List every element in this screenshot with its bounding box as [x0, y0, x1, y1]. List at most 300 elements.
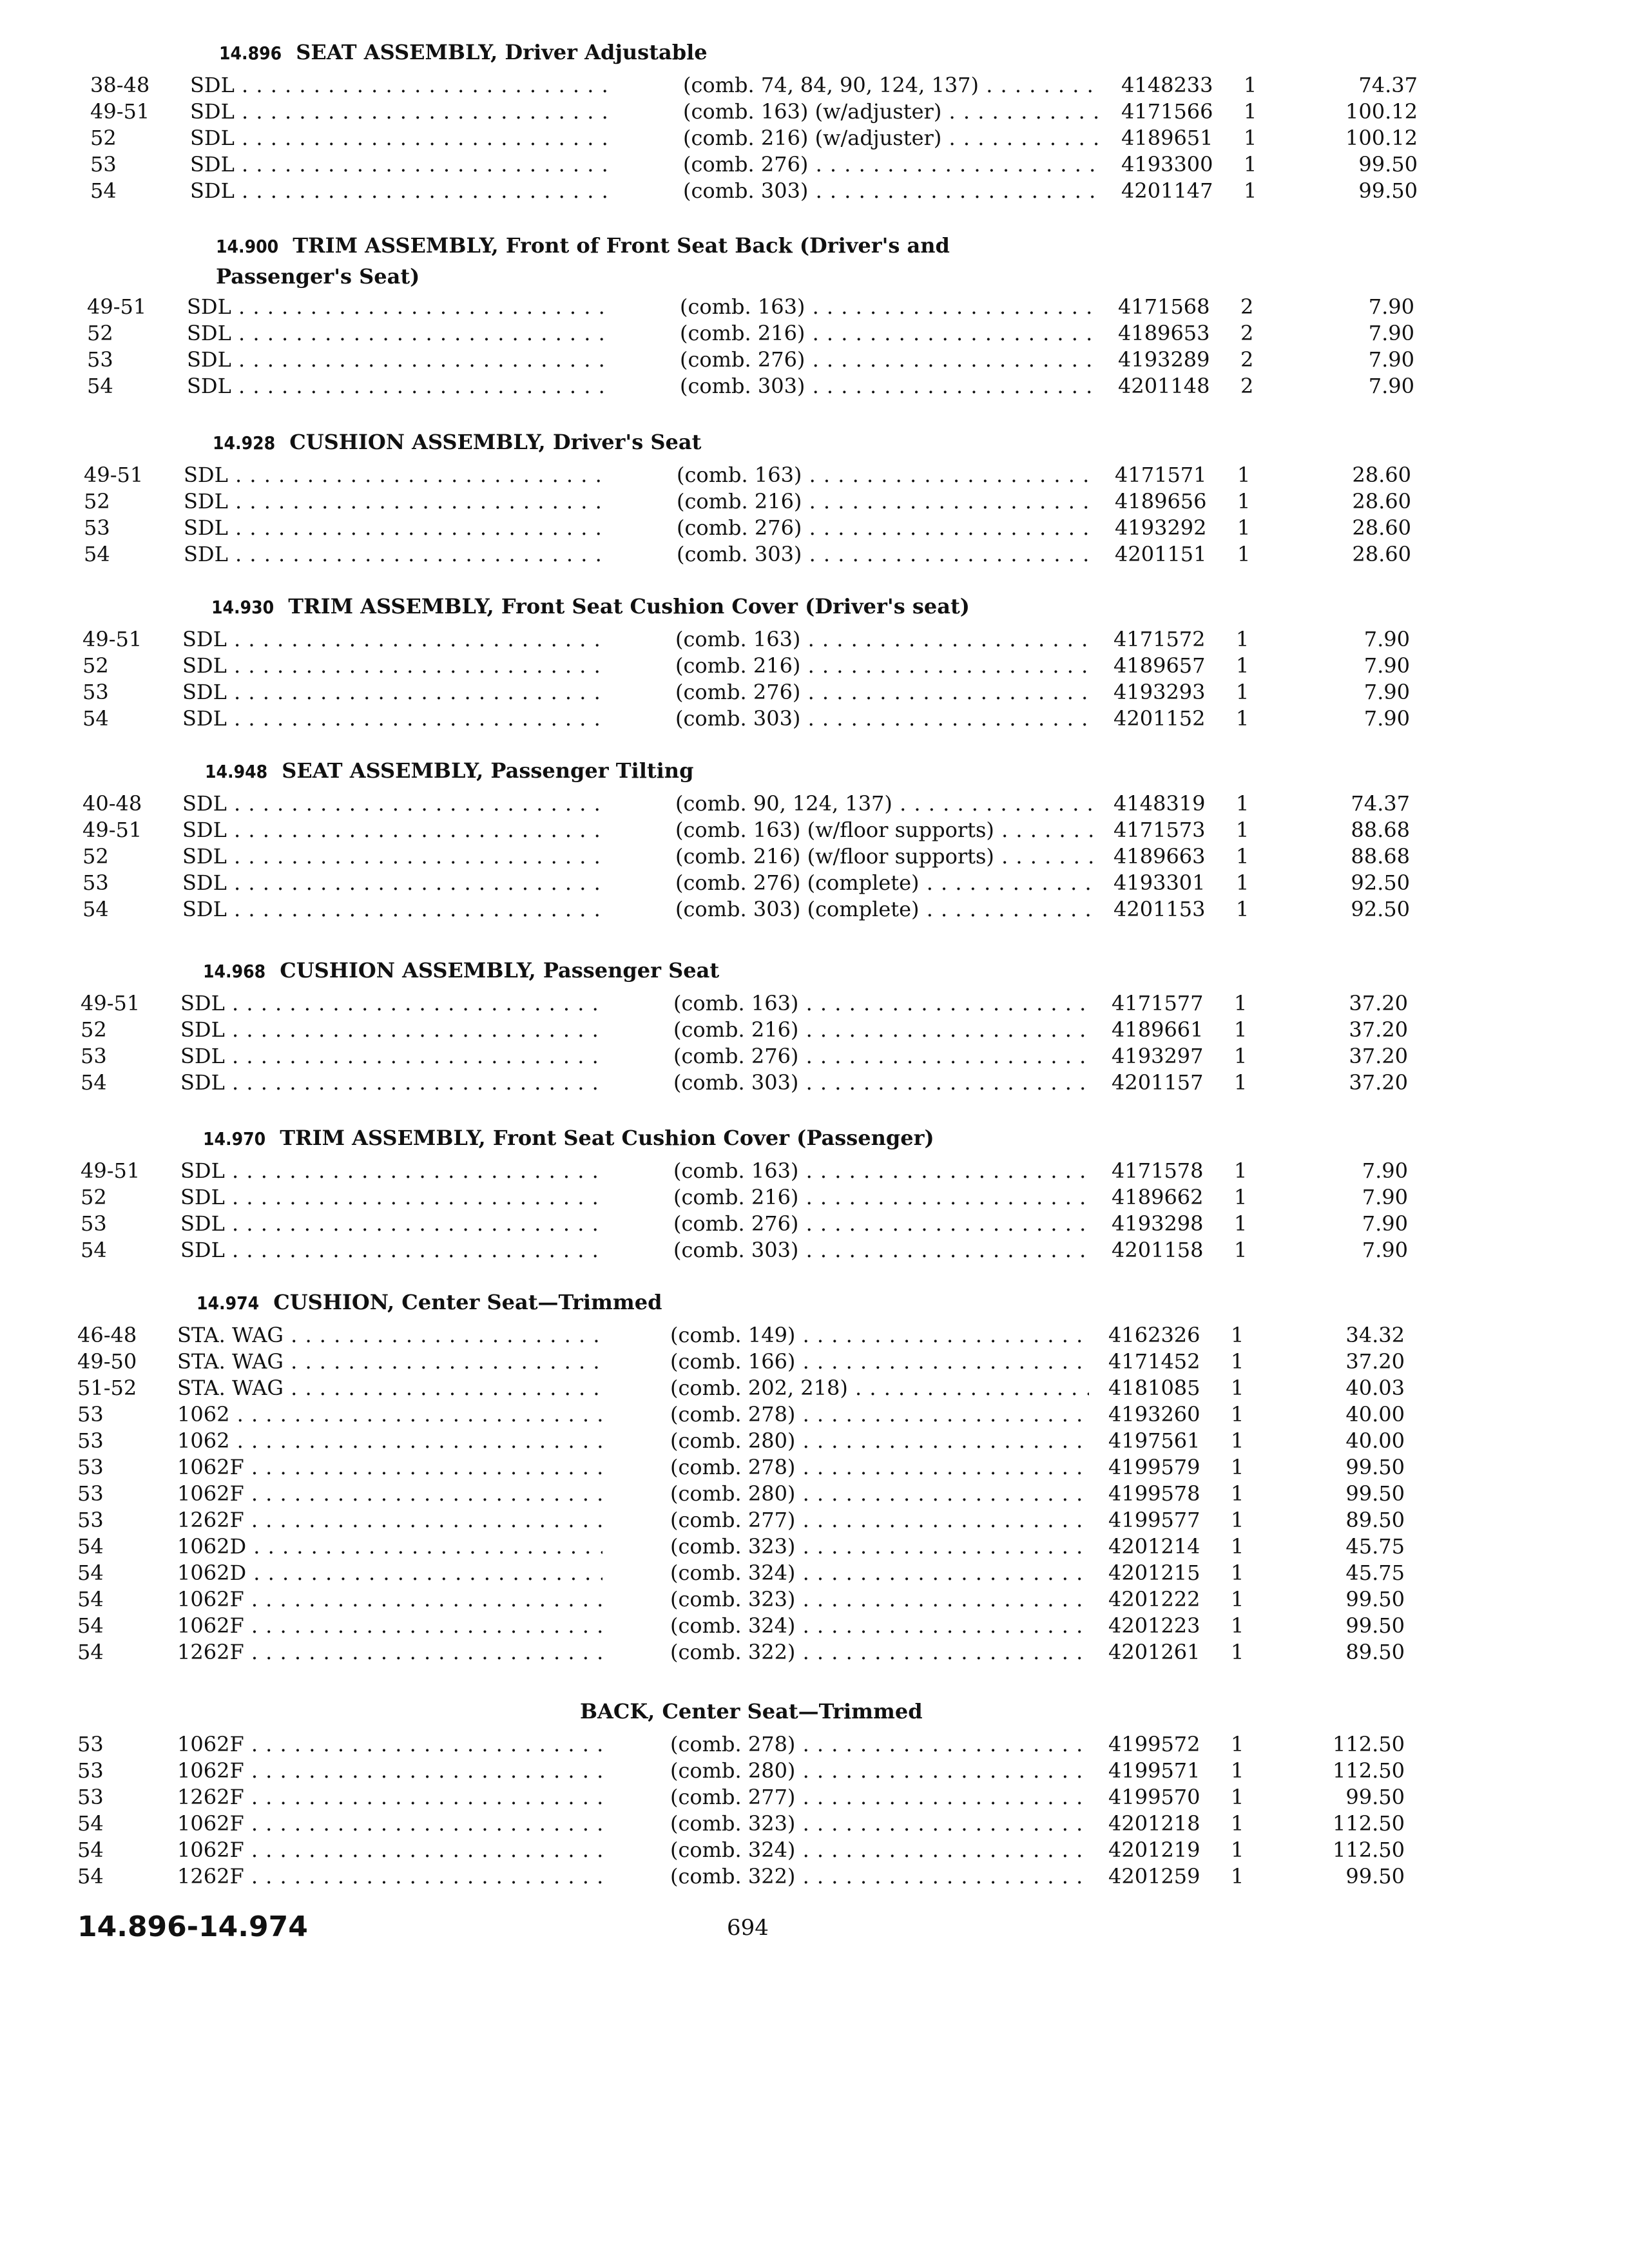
comb-cell: (comb. 216) . . . — [673, 1017, 1092, 1043]
table-row — [77, 1863, 1405, 1889]
model-cell: 1062F . . . — [177, 1758, 602, 1783]
quantity-cell: 1 — [1234, 1238, 1248, 1262]
price-cell: 88.68 — [1351, 818, 1410, 842]
quantity-cell: 1 — [1236, 680, 1249, 704]
model-cell: STA. WAG . . . — [177, 1349, 602, 1374]
comb-cell: (comb. 216) . . . — [677, 488, 1095, 514]
quantity-cell: 1 — [1237, 489, 1251, 514]
year-cell: 54 — [77, 1613, 104, 1638]
table-row — [82, 817, 1410, 843]
year-cell: 51-52 — [77, 1376, 137, 1400]
model-cell: SDL . . . — [187, 320, 612, 346]
part-number-cell: 4189653 — [1118, 321, 1210, 345]
part-number-cell: 4193289 — [1118, 347, 1210, 372]
model-cell: 1062 . . . — [177, 1428, 602, 1454]
price-cell: 40.00 — [1345, 1428, 1405, 1453]
table-row — [77, 1349, 1405, 1374]
comb-cell: (comb. 280) . . . — [670, 1428, 1089, 1454]
part-number-cell: 4201214 — [1108, 1534, 1200, 1559]
quantity-cell: 1 — [1234, 1211, 1248, 1236]
comb-cell: (comb. 324) . . . — [670, 1560, 1089, 1586]
price-cell: 100.12 — [1345, 126, 1418, 150]
part-number-cell: 4193297 — [1112, 1044, 1204, 1068]
model-cell: SDL . . . — [187, 373, 612, 399]
model-cell: SDL . . . — [187, 347, 612, 372]
quantity-cell: 1 — [1236, 870, 1249, 895]
section-title: BACK, Center Seat—Trimmed — [580, 1699, 923, 1724]
table-row — [77, 1481, 1405, 1506]
year-cell: 53 — [90, 152, 117, 177]
table-row — [82, 679, 1410, 705]
year-cell: 53 — [82, 680, 109, 704]
price-cell: 45.75 — [1345, 1534, 1405, 1559]
section-number: 14.896 — [219, 43, 282, 64]
price-cell: 112.50 — [1333, 1838, 1405, 1862]
year-cell: 49-51 — [82, 627, 142, 651]
year-cell: 53 — [77, 1785, 104, 1809]
comb-cell: (comb. 163) . . . — [673, 990, 1092, 1016]
part-number-cell: 4199579 — [1108, 1455, 1200, 1479]
part-number-cell: 4201147 — [1121, 178, 1213, 203]
part-number-cell: 4201152 — [1113, 706, 1206, 731]
quantity-cell: 1 — [1231, 1508, 1244, 1532]
comb-cell: (comb. 303) . . . — [675, 706, 1094, 731]
quantity-cell: 1 — [1231, 1534, 1244, 1559]
table-row — [87, 373, 1414, 399]
quantity-cell: 1 — [1231, 1376, 1244, 1400]
quantity-cell: 1 — [1231, 1811, 1244, 1836]
table-row — [87, 294, 1414, 320]
price-cell: 7.90 — [1362, 1185, 1408, 1209]
year-cell: 53 — [77, 1428, 104, 1453]
model-cell: SDL . . . — [190, 178, 615, 204]
comb-cell: (comb. 90, 124, 137) . . . — [675, 791, 1094, 816]
part-number-cell: 4171568 — [1118, 294, 1210, 319]
quantity-cell: 1 — [1231, 1758, 1244, 1783]
model-cell: 1262F . . . — [177, 1507, 602, 1533]
comb-cell: (comb. 276) . . . — [673, 1043, 1092, 1069]
table-row — [84, 488, 1411, 514]
year-cell: 53 — [81, 1044, 107, 1068]
model-cell: SDL . . . — [184, 515, 609, 541]
comb-cell: (comb. 303) . . . — [673, 1237, 1092, 1263]
year-cell: 53 — [77, 1402, 104, 1427]
price-cell: 99.50 — [1345, 1864, 1405, 1888]
year-cell: 52 — [81, 1185, 107, 1209]
year-cell: 52 — [84, 489, 110, 514]
price-cell: 28.60 — [1352, 515, 1411, 540]
quantity-cell: 1 — [1231, 1838, 1244, 1862]
model-cell: STA. WAG . . . — [177, 1375, 602, 1401]
table-row — [77, 1586, 1405, 1612]
year-cell: 54 — [77, 1561, 104, 1585]
part-number-cell: 4193292 — [1115, 515, 1207, 540]
table-row — [77, 1507, 1405, 1533]
quantity-cell: 1 — [1244, 126, 1257, 150]
model-cell: SDL . . . — [190, 151, 615, 177]
comb-cell: (comb. 323) . . . — [670, 1811, 1089, 1836]
part-number-cell: 4199578 — [1108, 1481, 1200, 1506]
price-cell: 99.50 — [1345, 1785, 1405, 1809]
part-number-cell: 4201219 — [1108, 1838, 1200, 1862]
section-heading — [77, 1289, 1031, 1320]
table-row — [77, 1428, 1405, 1454]
model-cell: 1062D . . . — [177, 1560, 602, 1586]
part-number-cell: 4199577 — [1108, 1508, 1200, 1532]
table-row — [81, 1017, 1408, 1043]
year-cell: 54 — [77, 1534, 104, 1559]
table-row — [90, 125, 1418, 151]
comb-cell: (comb. 276) . . . — [673, 1211, 1092, 1236]
year-cell: 54 — [77, 1640, 104, 1664]
model-cell: SDL . . . — [182, 817, 608, 843]
section-title: SEAT ASSEMBLY, Driver Adjustable — [296, 40, 708, 64]
part-number-cell: 4189657 — [1113, 653, 1206, 678]
price-cell: 28.60 — [1352, 463, 1411, 487]
quantity-cell: 2 — [1240, 374, 1254, 398]
comb-cell: (comb. 163) . . . — [677, 462, 1095, 488]
section-title: TRIM ASSEMBLY, Front Seat Cushion Cover (Driver's seat) — [288, 594, 970, 619]
table-row — [77, 1375, 1405, 1401]
year-cell: 53 — [87, 347, 113, 372]
model-cell: SDL . . . — [184, 462, 609, 488]
table-row — [81, 1158, 1408, 1184]
table-row — [77, 1758, 1405, 1783]
model-cell: SDL . . . — [180, 990, 606, 1016]
table-row — [84, 541, 1411, 567]
section-heading — [81, 1124, 1034, 1155]
page-range: 14.896-14.974 — [77, 1910, 308, 1943]
year-cell: 54 — [77, 1587, 104, 1611]
price-cell: 40.00 — [1345, 1402, 1405, 1427]
part-number-cell: 4201148 — [1118, 374, 1210, 398]
table-row — [77, 1560, 1405, 1586]
quantity-cell: 1 — [1236, 897, 1249, 921]
comb-cell: (comb. 163) . . . — [675, 626, 1094, 652]
comb-cell: (comb. 149) . . . — [670, 1322, 1089, 1348]
year-cell: 54 — [82, 897, 109, 921]
model-cell: SDL . . . — [187, 294, 612, 320]
price-cell: 89.50 — [1345, 1640, 1405, 1664]
year-cell: 53 — [84, 515, 110, 540]
part-number-cell: 4193301 — [1113, 870, 1206, 895]
part-number-cell: 4201151 — [1115, 542, 1207, 566]
section-heading — [82, 593, 1036, 624]
price-cell: 112.50 — [1333, 1732, 1405, 1756]
table-row — [77, 1613, 1405, 1639]
year-cell: 49-50 — [77, 1349, 137, 1374]
comb-cell: (comb. 216) (w/floor supports) . . . — [675, 843, 1094, 869]
model-cell: 1062F . . . — [177, 1481, 602, 1506]
model-cell: SDL . . . — [182, 679, 608, 705]
section-number: 14.900 — [216, 236, 279, 257]
comb-cell: (comb. 276) . . . — [683, 151, 1102, 177]
model-cell: SDL . . . — [182, 791, 608, 816]
section-number: 14.948 — [205, 761, 268, 782]
part-number-cell: 4201223 — [1108, 1613, 1200, 1638]
table-row — [77, 1784, 1405, 1810]
price-cell: 7.90 — [1362, 1158, 1408, 1183]
model-cell: SDL . . . — [190, 99, 615, 124]
year-cell: 54 — [90, 178, 117, 203]
comb-cell: (comb. 202, 218) . . . — [670, 1375, 1089, 1401]
year-cell: 38-48 — [90, 73, 150, 97]
part-number-cell: 4199572 — [1108, 1732, 1200, 1756]
model-cell: SDL . . . — [180, 1043, 606, 1069]
table-row — [77, 1454, 1405, 1480]
part-number-cell: 4171566 — [1121, 99, 1213, 124]
comb-cell: (comb. 303) . . . — [673, 1070, 1092, 1095]
section-heading — [87, 232, 1041, 294]
year-cell: 54 — [77, 1811, 104, 1836]
model-cell: STA. WAG . . . — [177, 1322, 602, 1348]
model-cell: 1062 . . . — [177, 1401, 602, 1427]
table-row — [82, 653, 1410, 678]
quantity-cell: 1 — [1236, 653, 1249, 678]
price-cell: 7.90 — [1368, 347, 1414, 372]
year-cell: 54 — [87, 374, 113, 398]
table-row — [82, 791, 1410, 816]
quantity-cell: 1 — [1231, 1349, 1244, 1374]
quantity-cell: 1 — [1236, 844, 1249, 869]
comb-cell: (comb. 163) . . . — [673, 1158, 1092, 1184]
quantity-cell: 1 — [1231, 1561, 1244, 1585]
part-number-cell: 4171452 — [1108, 1349, 1200, 1374]
price-cell: 100.12 — [1345, 99, 1418, 124]
part-number-cell: 4171572 — [1113, 627, 1206, 651]
year-cell: 53 — [77, 1508, 104, 1532]
table-row — [77, 1533, 1405, 1559]
year-cell: 49-51 — [87, 294, 147, 319]
quantity-cell: 1 — [1231, 1732, 1244, 1756]
quantity-cell: 2 — [1240, 321, 1254, 345]
table-row — [84, 515, 1411, 541]
year-cell: 52 — [90, 126, 117, 150]
comb-cell: (comb. 163) (w/adjuster) . . . — [683, 99, 1102, 124]
year-cell: 54 — [84, 542, 110, 566]
quantity-cell: 1 — [1231, 1587, 1244, 1611]
model-cell: 1062F . . . — [177, 1731, 602, 1757]
quantity-cell: 2 — [1240, 294, 1254, 319]
part-number-cell: 4148233 — [1121, 73, 1213, 97]
price-cell: 112.50 — [1333, 1811, 1405, 1836]
part-number-cell: 4193293 — [1113, 680, 1206, 704]
quantity-cell: 1 — [1236, 818, 1249, 842]
comb-cell: (comb. 163) (w/floor supports) . . . — [675, 817, 1094, 843]
model-cell: SDL . . . — [180, 1158, 606, 1184]
table-row — [77, 1639, 1405, 1665]
part-number-cell: 4201157 — [1112, 1070, 1204, 1095]
part-number-cell: 4171571 — [1115, 463, 1207, 487]
comb-cell: (comb. 303) (complete) . . . — [675, 896, 1094, 922]
year-cell: 54 — [81, 1238, 107, 1262]
table-row — [81, 990, 1408, 1016]
price-cell: 28.60 — [1352, 542, 1411, 566]
price-cell: 99.50 — [1358, 178, 1418, 203]
comb-cell: (comb. 324) . . . — [670, 1613, 1089, 1639]
model-cell: 1062F . . . — [177, 1613, 602, 1639]
price-cell: 92.50 — [1351, 897, 1410, 921]
table-row — [82, 843, 1410, 869]
part-number-cell: 4189662 — [1112, 1185, 1204, 1209]
part-number-cell: 4148319 — [1113, 791, 1206, 816]
price-cell: 37.20 — [1349, 991, 1408, 1015]
comb-cell: (comb. 276) . . . — [675, 679, 1094, 705]
quantity-cell: 1 — [1237, 542, 1251, 566]
model-cell: 1262F . . . — [177, 1639, 602, 1665]
quantity-cell: 1 — [1234, 1070, 1248, 1095]
quantity-cell: 1 — [1236, 791, 1249, 816]
model-cell: 1062F . . . — [177, 1586, 602, 1612]
part-number-cell: 4193300 — [1121, 152, 1213, 177]
part-number-cell: 4181085 — [1108, 1376, 1200, 1400]
section-title: CUSHION ASSEMBLY, Passenger Seat — [280, 958, 720, 983]
section-title: CUSHION ASSEMBLY, Driver's Seat — [289, 430, 702, 454]
quantity-cell: 1 — [1231, 1402, 1244, 1427]
part-number-cell: 4201158 — [1112, 1238, 1204, 1262]
price-cell: 99.50 — [1358, 152, 1418, 177]
model-cell: SDL . . . — [180, 1184, 606, 1210]
year-cell: 49-51 — [90, 99, 150, 124]
quantity-cell: 1 — [1244, 178, 1257, 203]
year-cell: 53 — [77, 1732, 104, 1756]
comb-cell: (comb. 303) . . . — [683, 178, 1102, 204]
price-cell: 92.50 — [1351, 870, 1410, 895]
section-heading — [77, 1698, 1031, 1729]
price-cell: 74.37 — [1358, 73, 1418, 97]
quantity-cell: 1 — [1231, 1785, 1244, 1809]
part-number-cell: 4199571 — [1108, 1758, 1200, 1783]
table-row — [82, 706, 1410, 731]
part-number-cell: 4201215 — [1108, 1561, 1200, 1585]
price-cell: 7.90 — [1368, 374, 1414, 398]
section-number: 14.968 — [203, 961, 266, 982]
year-cell: 52 — [82, 653, 109, 678]
model-cell: SDL . . . — [182, 896, 608, 922]
section-heading — [81, 957, 1034, 988]
model-cell: SDL . . . — [190, 125, 615, 151]
price-cell: 7.90 — [1364, 706, 1410, 731]
comb-cell: (comb. 323) . . . — [670, 1586, 1089, 1612]
year-cell: 52 — [82, 844, 109, 869]
quantity-cell: 1 — [1237, 463, 1251, 487]
price-cell: 37.20 — [1349, 1070, 1408, 1095]
model-cell: SDL . . . — [182, 626, 608, 652]
price-cell: 7.90 — [1364, 680, 1410, 704]
year-cell: 49-51 — [84, 463, 144, 487]
table-row — [81, 1043, 1408, 1069]
price-cell: 7.90 — [1364, 627, 1410, 651]
part-number-cell: 4201218 — [1108, 1811, 1200, 1836]
price-cell: 7.90 — [1368, 321, 1414, 345]
part-number-cell: 4189663 — [1113, 844, 1206, 869]
model-cell: SDL . . . — [182, 653, 608, 678]
quantity-cell: 1 — [1231, 1640, 1244, 1664]
section-title: TRIM ASSEMBLY, Front Seat Cushion Cover (Passenger) — [280, 1126, 934, 1150]
comb-cell: (comb. 216) . . . — [680, 320, 1099, 346]
year-cell: 54 — [77, 1864, 104, 1888]
quantity-cell: 1 — [1234, 991, 1248, 1015]
section-heading — [90, 39, 1044, 70]
table-row — [81, 1211, 1408, 1236]
price-cell: 89.50 — [1345, 1508, 1405, 1532]
price-cell: 37.20 — [1345, 1349, 1405, 1374]
section-number: 14.930 — [211, 597, 275, 618]
model-cell: 1062F . . . — [177, 1811, 602, 1836]
price-cell: 45.75 — [1345, 1561, 1405, 1585]
page-number: 694 — [727, 1915, 769, 1941]
comb-cell: (comb. 278) . . . — [670, 1454, 1089, 1480]
year-cell: 49-51 — [81, 1158, 140, 1183]
table-row — [90, 72, 1418, 98]
part-number-cell: 4171578 — [1112, 1158, 1204, 1183]
price-cell: 99.50 — [1345, 1455, 1405, 1479]
part-number-cell: 4201222 — [1108, 1587, 1200, 1611]
section-heading — [84, 428, 1037, 459]
price-cell: 74.37 — [1351, 791, 1410, 816]
part-number-cell: 4193260 — [1108, 1402, 1200, 1427]
price-cell: 7.90 — [1364, 653, 1410, 678]
part-number-cell: 4189661 — [1112, 1017, 1204, 1042]
year-cell: 40-48 — [82, 791, 142, 816]
quantity-cell: 1 — [1236, 627, 1249, 651]
comb-cell: (comb. 278) . . . — [670, 1401, 1089, 1427]
part-number-cell: 4201153 — [1113, 897, 1206, 921]
part-number-cell: 4189656 — [1115, 489, 1207, 514]
model-cell: SDL . . . — [184, 541, 609, 567]
quantity-cell: 1 — [1231, 1428, 1244, 1453]
section-title: CUSHION, Center Seat—Trimmed — [273, 1290, 662, 1314]
quantity-cell: 1 — [1231, 1864, 1244, 1888]
price-cell: 7.90 — [1362, 1211, 1408, 1236]
part-number-cell: 4171577 — [1112, 991, 1204, 1015]
model-cell: 1262F . . . — [177, 1784, 602, 1810]
part-number-cell: 4201261 — [1108, 1640, 1200, 1664]
year-cell: 52 — [87, 321, 113, 345]
model-cell: 1062D . . . — [177, 1533, 602, 1559]
comb-cell: (comb. 74, 84, 90, 124, 137) . . . — [683, 72, 1102, 98]
comb-cell: (comb. 216) . . . — [673, 1184, 1092, 1210]
table-row — [87, 320, 1414, 346]
quantity-cell: 1 — [1237, 515, 1251, 540]
quantity-cell: 1 — [1236, 706, 1249, 731]
table-row — [77, 1322, 1405, 1348]
comb-cell: (comb. 280) . . . — [670, 1481, 1089, 1506]
price-cell: 37.20 — [1349, 1017, 1408, 1042]
year-cell: 53 — [77, 1481, 104, 1506]
price-cell: 28.60 — [1352, 489, 1411, 514]
part-number-cell: 4199570 — [1108, 1785, 1200, 1809]
quantity-cell: 1 — [1234, 1185, 1248, 1209]
comb-cell: (comb. 280) . . . — [670, 1758, 1089, 1783]
table-row — [81, 1184, 1408, 1210]
model-cell: 1262F . . . — [177, 1863, 602, 1889]
price-cell: 88.68 — [1351, 844, 1410, 869]
table-row — [87, 347, 1414, 372]
quantity-cell: 1 — [1231, 1481, 1244, 1506]
price-cell: 99.50 — [1345, 1481, 1405, 1506]
price-cell: 7.90 — [1368, 294, 1414, 319]
comb-cell: (comb. 216) . . . — [675, 653, 1094, 678]
table-row — [81, 1237, 1408, 1263]
year-cell: 54 — [82, 706, 109, 731]
part-number-cell: 4201259 — [1108, 1864, 1200, 1888]
table-row — [77, 1401, 1405, 1427]
price-cell: 99.50 — [1345, 1613, 1405, 1638]
model-cell: SDL . . . — [180, 1017, 606, 1043]
section-number: 14.974 — [197, 1293, 260, 1314]
year-cell: 54 — [81, 1070, 107, 1095]
